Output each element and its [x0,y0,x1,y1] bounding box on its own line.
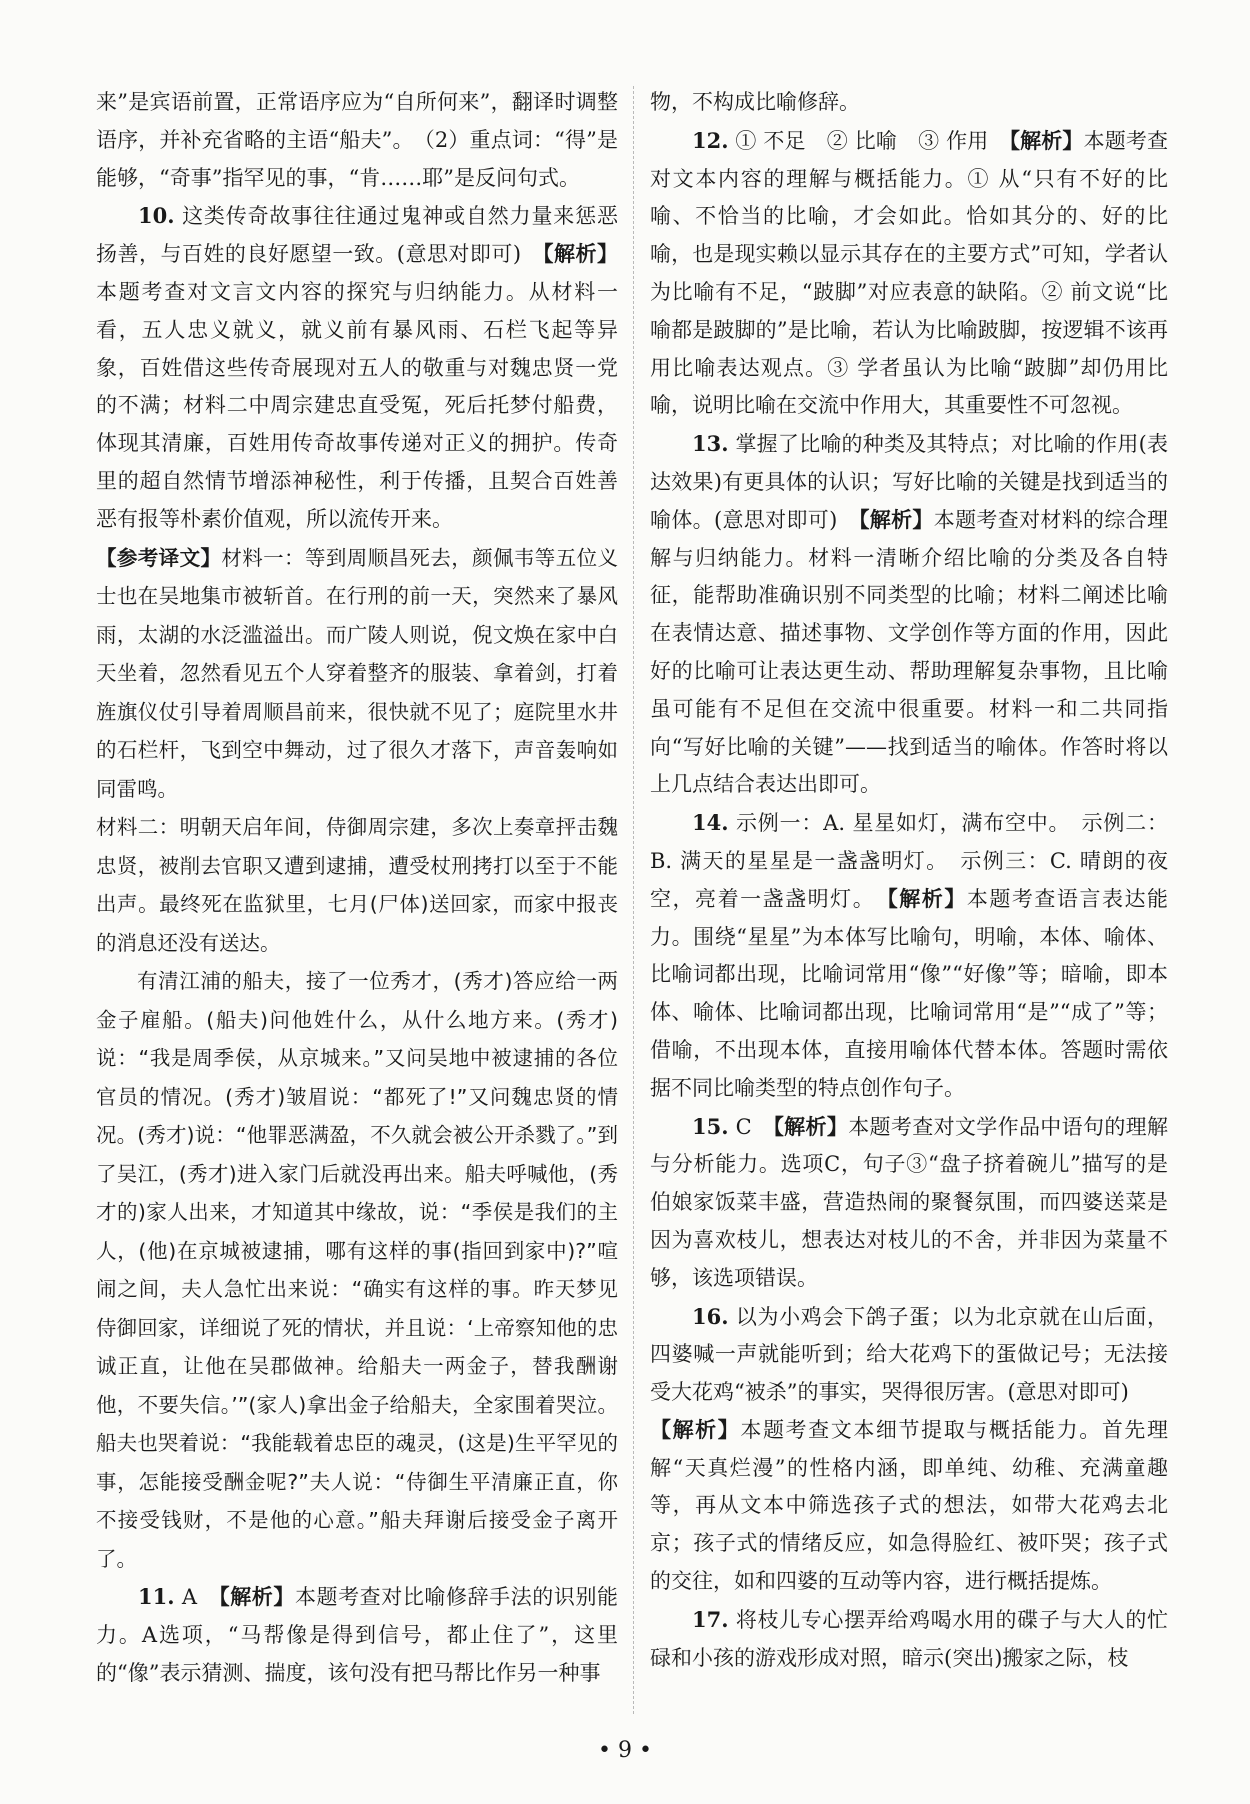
analysis-tag: 【解析】 [543,242,618,267]
reference-translation-boatman-story: 有清江浦的船夫，接了一位秀才，(秀才)答应给一两金子雇船。(船夫)问他姓什么，从什么地方来。(秀才)说：“我是周季侯，从京城来。”又问吴地中被逮捕的各位官员的情况。(秀才)皱眉说：“都死了!”又问魏忠贤的情况。(秀才)说：“他罪恶满盈，不久就会被公开杀戮了。”到了吴江，(秀才)进入家门后就没再出来。船夫呼喊他，(秀才的)家人出来，才知道其中缘故，说：“季侯是我们的主人，(他)在京城被逮捕，哪有这样的事(指回到家中)?”喧闹之间，夫人急忙出来说：“确实有这样的事。昨天梦见侍御回家，详细说了死的情状，并且说：‘上帝察知他的忠诚正直，让他在吴郡做神。给船夫一两金子，替我酬谢他，不要失信。’”(家人)拿出金子给船夫，全家围着哭泣。船夫也哭着说：“我能载着忠臣的魂灵，(这是)生平罕见的事，怎能接受酬金呢?”夫人说：“侍御生平清廉正直，你不接受钱财，不是他的心意。”船夫拜谢后接受金子离开了。 [96,969,618,1571]
analysis-tag: 【解析】 [219,1585,295,1610]
page-number: • 9 • [598,1738,652,1763]
answer-14: 14. 示例一：A. 星星如灯，满布空中。 示例二：B. 满天的星星是一盏盏明灯。 示例三：C. 晴朗的夜空，亮着一盏盏明灯。 【解析】本题考查语言表达能力。围绕“星星”为本体写比喻句，明喻，本体、喻体、比喻词都出现，比喻词常用“像”“好像”等；暗喻，即本体、喻体、比喻词都出现，比喻词常用“是”“成了”等；借喻，不出现本体，直接用喻体代替本体。答题时需依据不同比喻类型的特点创作句子。 [650,810,1169,1100]
question-number: 13. [692,431,729,457]
answer-10: 10. 这类传奇故事往往通过鬼神或自然力量来惩恶扬善，与百姓的良好愿望一致。(意思对即可) 【解析】本题考查对文言文内容的探究与归纳能力。从材料一看，五人忠义就义，就义前有暴风雨、石栏飞起等异象，百姓借这些传奇展现对五人的敬重与对魏忠贤一党的不满；材料二中周宗建忠直受冤，死后托梦付船费，体现其清廉，百姓用传奇故事传递对正义的拥护。传奇里的超自然情节增添神秘性，利于传播，且契合百姓善恶有报等朴素价值观，所以流传开来。 [96,203,618,531]
answer-13: 13. 掌握了比喻的种类及其特点；对比喻的作用(表达效果)有更具体的认识；写好比喻的关键是找到适当的喻体。(意思对即可) 【解析】本题考查对材料的综合理解与归纳能力。材料一清晰介绍比喻的分类及各自特征，能帮助准确识别不同类型的比喻；材料二阐述比喻在表情达意、描述事物、文学创作等方面的作用，因此好的比喻可让表达更生动、帮助理解复杂事物，且比喻虽可能有不足但在交流中很重要。材料一和二共同指向“写好比喻的关键”——找到适当的喻体。作答时将以上几点结合表达出即可。 [650,431,1169,797]
left-continuation-paragraph: 来”是宾语前置，正常语序应为“自所何来”，翻译时调整语序，并补充省略的主语“船夫”。 （2）重点词：“得”是能够，“奇事”指罕见的事，“肯……耶”是反问句式。 [96,90,618,190]
answer-12: 12. ① 不足 ② 比喻 ③ 作用 【解析】本题考查对文本内容的理解与概括能力。① 从“只有不好的比喻、不恰当的比喻，才会如此。恰如其分的、好的比喻，也是现实赖以显示其存在的主要方式”可知，学者认为比喻有不足，“跛脚”对应表意的缺陷。② 前文说“比喻都是跛脚的”是比喻，若认为比喻跛脚，按逻辑不该再用比喻表达观点。③ 学者虽认为比喻“跛脚”却仍用比喻，说明比喻在交流中作用大，其重要性不可忽视。 [650,127,1168,418]
analysis-tag: 【解析】 [858,507,934,532]
question-number: 12. [692,127,729,153]
answer-17: 17. 将枝儿专心摆弄给鸡喝水用的碟子与大人的忙碌和小孩的游戏形成对照，暗示(突出)搬家之际，枝 [650,1606,1169,1670]
question-number: 16. [692,1303,729,1329]
column-divider [633,86,634,1714]
left-column [96,84,618,1692]
question-number: 14. [692,810,729,836]
reference-translation-tag: 【参考译文】 [96,545,222,570]
analysis-tag: 【解析】 [887,886,967,911]
answer-15: 15. C 【解析】本题考查对文学作品中语句的理解与分析能力。选项C，句子③“盘子挤着碗儿”描写的是伯娘家饭菜丰盛，营造热闹的聚餐氛围，而四婆送菜是因为喜欢枝儿，想表达对枝儿的不舍，并非因为菜量不够，该选项错误。 [650,1113,1169,1290]
analysis-tag: 【解析】 [650,1417,741,1442]
reference-translation-material-2: 材料二：明朝天启年间，侍御周宗建，多次上奏章抨击魏忠贤，被削去官职又遭到逮捕，遭受杖刑拷打以至于不能出声。最终死在监狱里，七月(尸体)送回家，而家中报丧的消息还没有送达。 [96,815,618,955]
right-continuation-paragraph: 物，不构成比喻修辞。 [650,90,860,114]
question-number: 17. [692,1606,729,1632]
answer-16: 16. 以为小鸡会下鸽子蛋；以为北京就在山后面，四婆喊一声就能听到；给大花鸡下的蛋做记号；无法接受大花鸡“被杀”的事实，哭得很厉害。(意思对即可) [650,1303,1169,1405]
right-column [650,84,1168,1677]
analysis-tag: 【解析】 [1009,128,1084,153]
question-number: 10. [138,203,175,229]
reference-translation-material-1: 【参考译文】材料一：等到周顺昌死去，颜佩韦等五位义士也在吴地集市被斩首。在行刑的前一天，突然来了暴风雨，太湖的水泛滥溢出。而广陵人则说，倪文焕在家中白天坐着，忽然看见五个人穿着整齐的服装、拿着剑，打着旌旗仪仗引导着周顺昌前来，很快就不见了；庭院里水井的石栏杆，飞到空中舞动，过了很久才落下，声音轰响如同雷鸣。 [96,545,618,801]
answer-16-analysis: 【解析】本题考查文本细节提取与概括能力。首先理解“天真烂漫”的性格内涵，即单纯、幼稚、充满童趣等，再从文本中筛选孩子式的想法，如带大花鸡去北京；孩子式的情绪反应，如急得脸红、被吓哭；孩子式的交往，如和四婆的互动等内容，进行概括提炼。 [650,1417,1169,1594]
answer-11: 11. A 【解析】本题考查对比喻修辞手法的识别能力。A选项，“马帮像是得到信号，都止住了”，这里的“像”表示猜测、揣度，该句没有把马帮比作另一种事 [96,1584,619,1685]
question-number: 15. [692,1113,729,1139]
question-number: 11. [138,1584,175,1610]
analysis-tag: 【解析】 [773,1114,849,1139]
